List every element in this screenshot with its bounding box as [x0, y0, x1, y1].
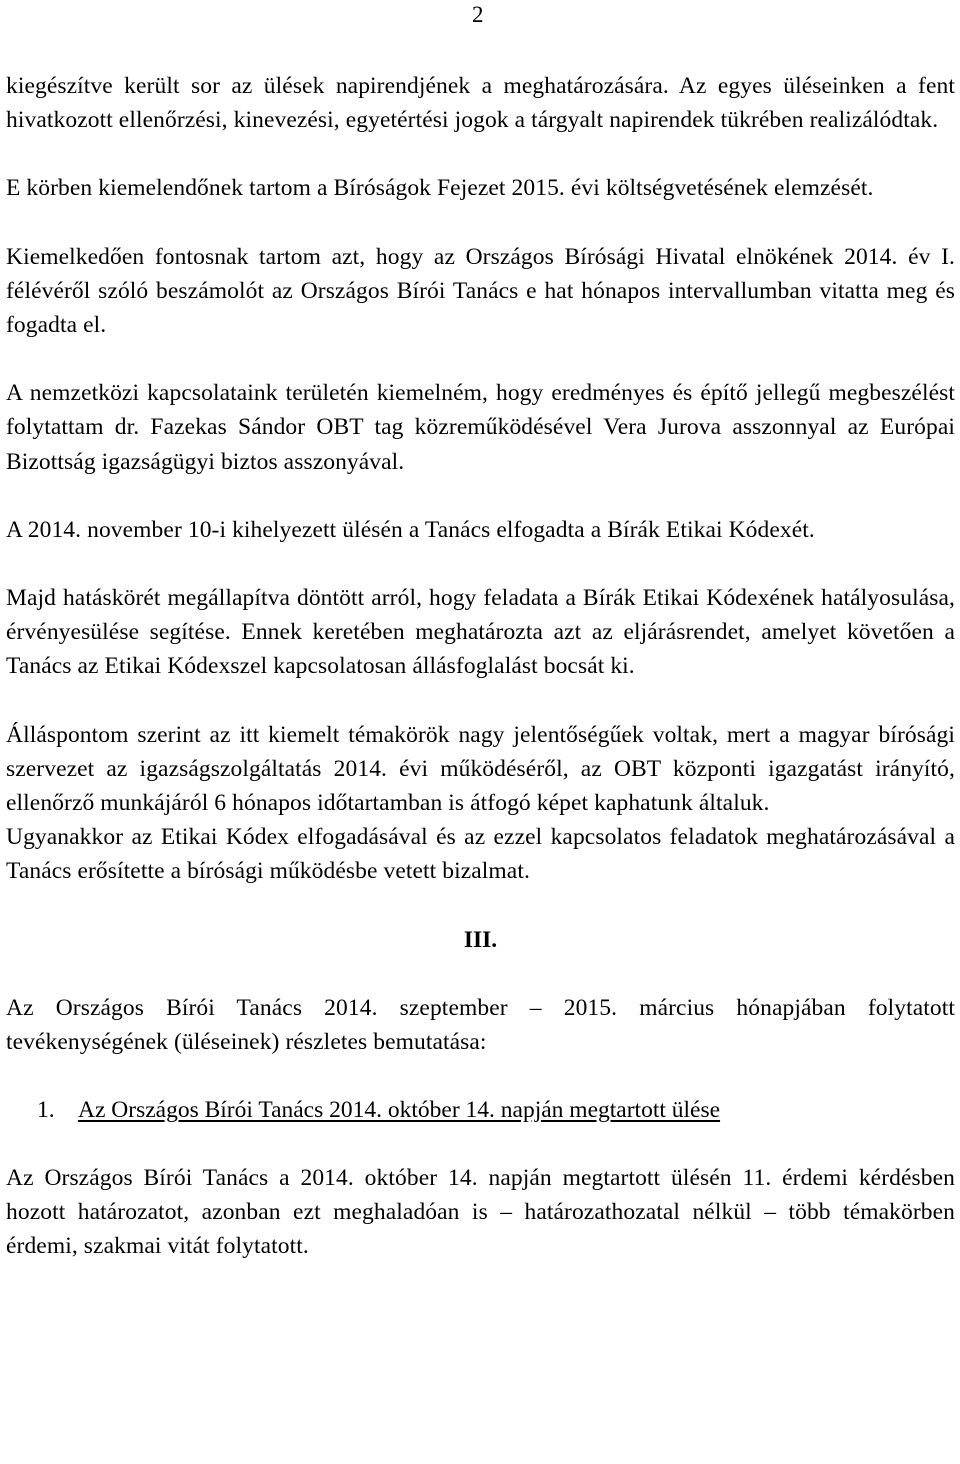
paragraph-obh-report: Kiemelkedően fontosnak tartom azt, hogy az Országos Bírósági Hivatal elnökének 2014. év I. félévéről szóló beszámolót az Országos Bírói Tanács e hat hónapos intervallumban vitatta meg és fogadta el. [6, 243, 955, 339]
list-item-number: 1. [37, 1097, 55, 1124]
paragraph-opinion: Álláspontom szerint az itt kiemelt témakörök nagy jelentőségűek voltak, mert a magyar bírósági szervezet az igazságszolgáltatás 2014. évi működéséről, az OBT központi igazgatást irányító, ellenőrző munkájáról 6 hónapos időtartamban is átfogó képet kaphatunk általuk. [6, 721, 955, 817]
paragraph-ethics-code-adoption: A 2014. november 10-i kihelyezett ülésén a Tanács elfogadta a Bírák Etikai Kódexét. [6, 516, 815, 543]
paragraph-meeting-summary: Az Országos Bírói Tanács a 2014. október 14. napján megtartott ülésén 11. érdemi kérdésben hozott határozatot, azonban ezt meghaladóan is – határozathozatal nélkül – több témakörben érdemi, szakmai vitát folytatott. [6, 1165, 955, 1260]
paragraph-international-relations: A nemzetközi kapcsolataink területén kiemelném, hogy eredményes és építő jellegű megbeszélést folytattam dr. Fazekas Sándor OBT tag közreműködésével Vera Jurova asszonnyal az Európai Bizottság igazságügyi biztos asszonyával. [6, 380, 955, 475]
document-body [6, 69, 955, 1264]
paragraph-activity-intro: Az Országos Bírói Tanács 2014. szeptember – 2015. március hónapjában folytatott tevékenységének (üléseinek) részletes bemutatása: [6, 994, 955, 1055]
paragraph-ethics-code-procedure: Majd hatáskörét megállapítva döntött arról, hogy feladata a Bírák Etikai Kódexének hatályosulása, érvényesülése segítése. Ennek keretében meghatározta azt az eljárásrendet, amelyet követően a Tanács az Etikai Kódexszel kapcsolatosan állásfoglalást bocsát ki. [6, 585, 955, 680]
paragraph-trust: Ugyanakkor az Etikai Kódex elfogadásával és az ezzel kapcsolatos feladatok meghatározásával a Tanács erősítette a bírósági működésbe vetett bizalmat. [6, 824, 955, 885]
paragraph-agenda: kiegészítve került sor az ülések napirendjének a meghatározására. Az egyes üléseinken a fent hivatkozott ellenőrzési, kinevezési, egyetértési jogok a tárgyalt napirendek tükrében realizálódtak. [6, 73, 955, 134]
list-item-title: Az Országos Bírói Tanács 2014. október 14. napján megtartott ülése [78, 1097, 721, 1124]
page-number: 2 [472, 2, 484, 27]
list-item [6, 1093, 955, 1127]
section-heading: III. [463, 926, 498, 953]
paragraph-budget-analysis: E körben kiemelendőnek tartom a Bíróságok Fejezet 2015. évi költségvetésének elemzését. [6, 175, 874, 202]
